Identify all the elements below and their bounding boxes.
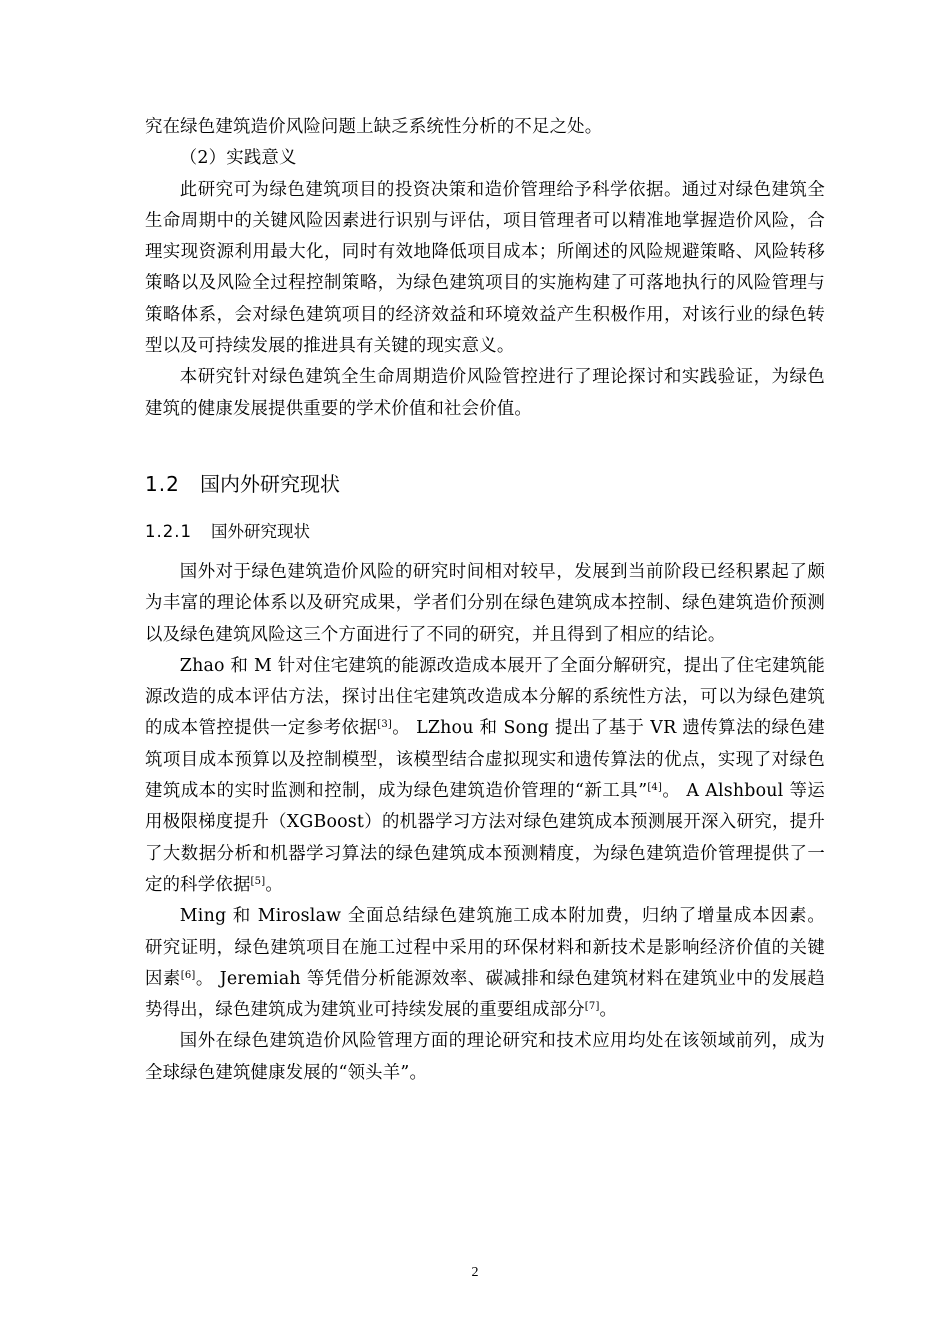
- subsection-number: 1.2.1: [145, 521, 192, 541]
- paragraph-cost-studies: [145, 651, 825, 901]
- page-content: [145, 112, 825, 1089]
- paragraph-conclusion: 国外在绿色建筑造价风险管理方面的理论研究和技术应用均处在该领域前列，成为全球绿色建筑健康发展的“领头羊”。: [145, 1031, 825, 1083]
- citation-ref: [7]: [584, 1001, 600, 1013]
- section-number: 1.2: [145, 471, 180, 496]
- citation-ref: [6]: [180, 969, 196, 981]
- text-segment: 。 LZhou 和 Song 提出了基于 VR 遗传算法的绿色建筑项目成本预算以及控制模型，该模型结合虚拟现实和遗传算法的优点，实现了对绿色建筑成本的实时监测和控制，成为绿色建筑造价管理的“新工具”: [145, 718, 825, 802]
- citation-ref: [3]: [377, 719, 392, 731]
- paragraph-practical-significance: 此研究可为绿色建筑项目的投资决策和造价管理给予科学依据。通过对绿色建筑全生命周期中的关键风险因素进行识别与评估，项目管理者可以精准地掌握造价风险，合理实现资源利用最大化，同时有效地降低项目成本；所阐述的风险规避策略、风险转移策略以及风险全过程控制策略，为绿色建筑项目的实施构建了可落地执行的风险管理与策略体系，会对绿色建筑项目的经济效益和环境效益产生积极作用，对该行业的绿色转型以及可持续发展的推进具有关键的现实意义。: [145, 179, 825, 357]
- text-segment: 。 Jeremiah 等凭借分析能源效率、碳减排和绿色建筑材料在建筑业中的发展趋势得出，绿色建筑成为建筑业可持续发展的重要组成部分: [145, 968, 825, 1021]
- practical-significance-heading: （2）实践意义: [179, 148, 297, 169]
- citation-ref: [5]: [250, 875, 266, 887]
- paragraph-foreign-overview: 国外对于绿色建筑造价风险的研究时间相对较早，发展到当前阶段已经积累起了颇为丰富的理论体系以及研究成果，学者们分别在绿色建筑成本控制、绿色建筑造价预测以及绿色建筑风险这三个方面进行了不同的研究，并且得到了相应的结论。: [145, 561, 825, 645]
- text-segment: 。 A Alshboul 等运用极限梯度提升（XGBoost）的机器学习方法对绿色建筑成本预测展开深入研究，提升了大数据分析和机器学习算法的绿色建筑成本预测精度，为绿色建筑造价管理提供了一定的科学依据: [145, 781, 825, 895]
- page-number: 2: [471, 1265, 479, 1280]
- section-heading: [145, 469, 825, 499]
- text-segment: 。: [265, 874, 283, 895]
- paragraph-incremental-cost: [145, 901, 825, 1026]
- subsection-heading: [145, 519, 825, 545]
- text-segment: 。: [599, 1000, 618, 1021]
- citation-ref: [4]: [647, 782, 663, 794]
- paragraph-summary: 本研究针对绿色建筑全生命周期造价风险管控进行了理论探讨和实践验证，为绿色建筑的健康发展提供重要的学术价值和社会价值。: [145, 367, 825, 419]
- subsection-title: 国外研究现状: [211, 521, 310, 541]
- section-title: 国内外研究现状: [200, 471, 340, 496]
- paragraph-continuation: 究在绿色建筑造价风险问题上缺乏系统性分析的不足之处。: [145, 117, 603, 137]
- text-segment: Zhao 和 M 针对住宅建筑的能源改造成本展开了全面分解研究，提出了住宅建筑能源改造的成本评估方法，探讨出住宅建筑改造成本分解的系统性方法，可以为绿色建筑的成本管控提供一定参考依据: [145, 655, 825, 739]
- text-segment: Ming 和 Miroslaw 全面总结绿色建筑施工成本附加费，归纳了增量成本因素。 研究证明，绿色建筑项目在施工过程中采用的环保材料和新技术是影响经济价值的关键因素: [145, 906, 825, 989]
